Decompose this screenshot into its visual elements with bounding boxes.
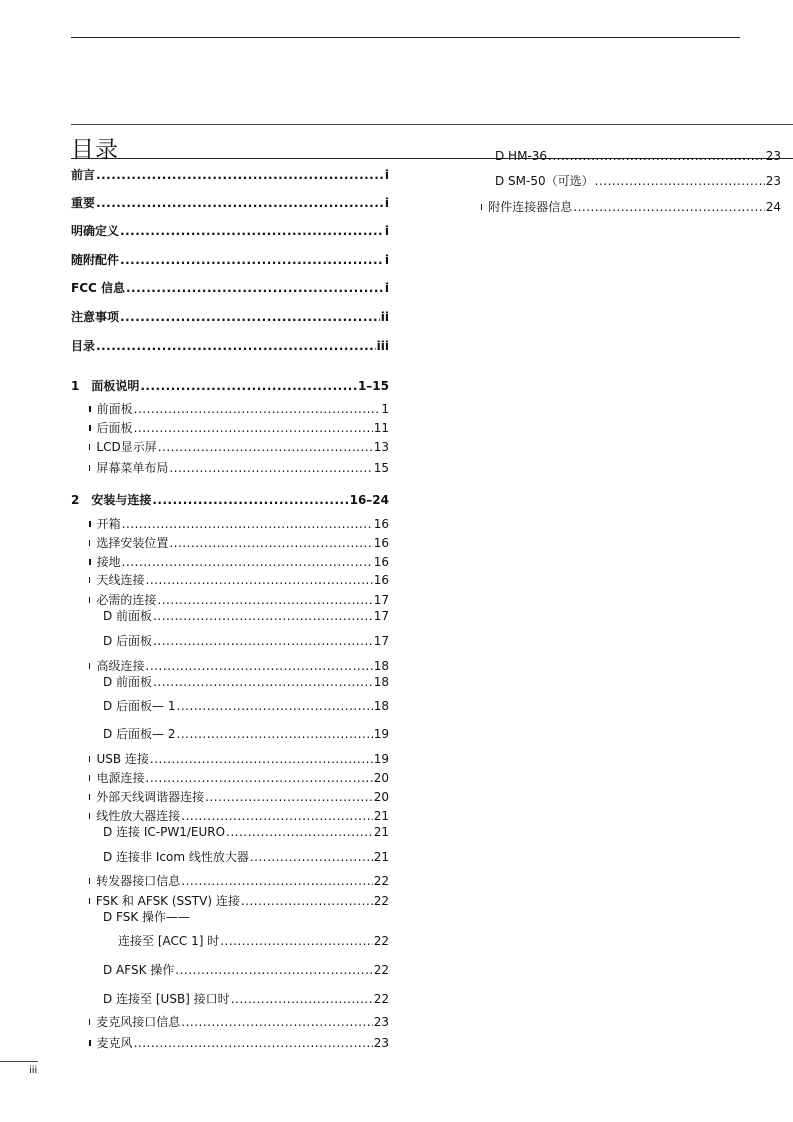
toc-entry[interactable] xyxy=(89,658,389,674)
toc-entry[interactable] xyxy=(89,873,389,889)
toc-label: D 连接非 Icom 线性放大器 xyxy=(103,850,249,864)
toc-entry[interactable] xyxy=(89,808,389,824)
toc-entry[interactable] xyxy=(71,309,389,325)
toc-page: 23 xyxy=(373,1036,389,1050)
square-bullet-icon xyxy=(89,1019,90,1025)
toc-page: 15 xyxy=(373,461,389,475)
leader-dots xyxy=(181,808,372,824)
toc-entry[interactable] xyxy=(89,554,389,570)
toc-subentry[interactable] xyxy=(103,726,389,742)
toc-page: 17 xyxy=(373,593,389,607)
leader-dots xyxy=(153,674,373,690)
toc-page: 11 xyxy=(373,421,389,435)
toc-page: 18 xyxy=(373,675,389,689)
toc-subentry[interactable] xyxy=(103,608,389,624)
toc-page: 17 xyxy=(373,609,389,623)
toc-page: 22 xyxy=(373,992,389,1006)
leader-dots xyxy=(175,962,372,978)
toc-label: FCC 信息 xyxy=(71,281,125,295)
leader-dots xyxy=(226,824,373,840)
leader-dots xyxy=(153,633,373,649)
toc-page: 19 xyxy=(373,752,389,766)
toc-page: i xyxy=(384,196,389,210)
toc-entry[interactable] xyxy=(71,223,389,239)
toc-page: 13 xyxy=(373,440,389,454)
toc-label: 目录 xyxy=(71,339,96,353)
toc-label: D 前面板 xyxy=(103,675,153,689)
leader-dots xyxy=(205,789,373,805)
leader-dots xyxy=(134,1035,373,1051)
toc-label: D HM-36 xyxy=(495,149,548,163)
footer-rule xyxy=(0,1061,38,1062)
page-number: iii xyxy=(29,1065,38,1076)
square-bullet-icon xyxy=(89,425,91,431)
toc-label: 麦克风 xyxy=(96,1036,133,1050)
toc-page: 22 xyxy=(373,874,389,888)
toc-label: D SM-50（可选） xyxy=(495,174,594,188)
leader-dots xyxy=(158,439,373,455)
toc-label: 随附配件 xyxy=(71,253,120,267)
square-bullet-icon xyxy=(89,465,90,471)
leader-dots xyxy=(177,698,373,714)
square-bullet-icon xyxy=(89,577,90,583)
toc-label: 前面板 xyxy=(96,402,133,416)
square-bullet-icon xyxy=(89,597,90,603)
square-bullet-icon xyxy=(89,521,91,527)
toc-label: 麦克风接口信息 xyxy=(96,1015,181,1029)
toc-label: LCD显示屏 xyxy=(96,440,157,454)
toc-page: i xyxy=(384,224,389,238)
toc-label: 屏幕菜单布局 xyxy=(96,461,169,475)
toc-subentry[interactable] xyxy=(103,633,389,649)
leader-dots xyxy=(146,572,373,588)
square-bullet-icon xyxy=(481,204,482,210)
toc-page: 23 xyxy=(373,1015,389,1029)
leader-dots xyxy=(120,252,384,268)
toc-page: 1 xyxy=(381,402,389,416)
toc-subentry[interactable] xyxy=(495,148,781,164)
toc-entry[interactable] xyxy=(71,280,389,296)
toc-entry[interactable] xyxy=(71,338,389,354)
toc-label: 必需的连接 xyxy=(96,593,157,607)
leader-dots xyxy=(120,309,380,325)
toc-label: USB 连接 xyxy=(96,752,149,766)
toc-label: D 连接 IC-PW1/EURO xyxy=(103,825,226,839)
toc-page: 16 xyxy=(373,555,389,569)
square-bullet-icon xyxy=(89,898,90,904)
leader-dots xyxy=(140,378,357,394)
toc-label: 高级连接 xyxy=(96,659,145,673)
toc-page: 20 xyxy=(373,790,389,804)
toc-label: 外部天线调谐器连接 xyxy=(96,790,205,804)
toc-entry[interactable] xyxy=(89,439,389,455)
toc-label: 重要 xyxy=(71,196,96,210)
toc-subentry[interactable] xyxy=(118,933,389,949)
toc-page: 19 xyxy=(373,727,389,741)
toc-page: 24 xyxy=(765,200,781,214)
leader-dots xyxy=(146,770,373,786)
toc-label: D AFSK 操作 xyxy=(103,963,175,977)
toc-page: 23 xyxy=(765,149,781,163)
leader-dots xyxy=(250,849,373,865)
header-rule xyxy=(71,37,740,38)
leader-dots xyxy=(181,873,372,889)
chapter-label: 2 安装与连接 xyxy=(71,493,152,507)
toc-page: ii xyxy=(380,310,389,324)
toc-label: 前言 xyxy=(71,168,96,182)
toc-subheading: D FSK 操作—— xyxy=(103,910,191,924)
toc-label: D 前面板 xyxy=(103,609,153,623)
toc-entry[interactable] xyxy=(89,893,389,909)
toc-entry[interactable] xyxy=(89,1035,389,1051)
leader-dots xyxy=(231,991,373,1007)
leader-dots xyxy=(241,893,373,909)
square-bullet-icon xyxy=(89,406,91,412)
leader-dots xyxy=(150,751,373,767)
toc-entry[interactable] xyxy=(89,770,389,786)
chapter-label: 1 面板说明 xyxy=(71,379,140,393)
toc-page: 16 xyxy=(373,517,389,531)
square-bullet-icon xyxy=(89,1040,91,1046)
toc-page: 20 xyxy=(373,771,389,785)
toc-entry[interactable] xyxy=(71,195,389,211)
leader-dots xyxy=(595,173,765,189)
toc-subentry[interactable] xyxy=(103,698,389,714)
square-bullet-icon xyxy=(89,559,91,565)
leader-dots xyxy=(122,516,373,532)
square-bullet-icon xyxy=(89,794,90,800)
toc-page: 18 xyxy=(373,699,389,713)
toc-entry[interactable] xyxy=(89,401,389,417)
toc-entry[interactable] xyxy=(89,535,389,551)
toc-page: 18 xyxy=(373,659,389,673)
leader-dots xyxy=(120,223,384,239)
toc-page: 22 xyxy=(373,934,389,948)
square-bullet-icon xyxy=(89,813,90,819)
toc-page: 16 xyxy=(373,536,389,550)
square-bullet-icon xyxy=(89,775,90,781)
toc-page: 16 xyxy=(373,573,389,587)
toc-page: i xyxy=(384,253,389,267)
leader-dots xyxy=(96,167,384,183)
square-bullet-icon xyxy=(89,756,90,762)
toc-entry[interactable] xyxy=(71,167,389,183)
chapter-entry[interactable] xyxy=(71,378,389,394)
leader-dots xyxy=(220,933,373,949)
toc-page: 23 xyxy=(765,174,781,188)
toc-label: 开箱 xyxy=(96,517,121,531)
toc-page: iii xyxy=(376,339,389,353)
toc-entry[interactable] xyxy=(71,252,389,268)
chapter-entry[interactable] xyxy=(71,492,389,508)
section-rule xyxy=(71,124,793,125)
leader-dots xyxy=(169,535,372,551)
square-bullet-icon xyxy=(89,878,90,884)
toc-entry[interactable] xyxy=(89,460,389,476)
toc-subentry[interactable] xyxy=(103,991,389,1007)
toc-label: D 连接至 [USB] 接口时 xyxy=(103,992,230,1006)
leader-dots xyxy=(153,608,373,624)
toc-label: D 后面板 xyxy=(103,634,153,648)
toc-label: 选择安装位置 xyxy=(96,536,169,550)
leader-dots xyxy=(146,658,373,674)
leader-dots xyxy=(134,401,381,417)
toc-label: 接地 xyxy=(96,555,121,569)
leader-dots xyxy=(96,195,384,211)
leader-dots xyxy=(152,492,348,508)
toc-page: 21 xyxy=(373,809,389,823)
toc-page: 22 xyxy=(373,963,389,977)
toc-entry[interactable] xyxy=(89,751,389,767)
leader-dots xyxy=(177,726,373,742)
toc-page: 17 xyxy=(373,634,389,648)
chapter-pages: 16–24 xyxy=(349,493,389,507)
square-bullet-icon xyxy=(89,540,90,546)
toc-subentry[interactable] xyxy=(495,173,781,189)
toc-label: 线性放大器连接 xyxy=(96,809,181,823)
toc-page: i xyxy=(384,168,389,182)
leader-dots xyxy=(169,460,372,476)
toc-entry[interactable] xyxy=(89,1014,389,1030)
toc-page: 21 xyxy=(373,825,389,839)
toc-label: 附件连接器信息 xyxy=(488,200,573,214)
toc-page: 22 xyxy=(373,894,389,908)
toc-page: 21 xyxy=(373,850,389,864)
toc-label: D 后面板— 2 xyxy=(103,727,176,741)
leader-dots xyxy=(126,280,384,296)
toc-label: 注意事项 xyxy=(71,310,120,324)
toc-label: FSK 和 AFSK (SSTV) 连接 xyxy=(95,894,240,908)
page-title: 目录 xyxy=(71,137,119,163)
toc-label: 连接至 [ACC 1] 时 xyxy=(118,934,220,948)
leader-dots xyxy=(122,554,373,570)
leader-dots xyxy=(134,420,373,436)
leader-dots xyxy=(573,199,764,215)
leader-dots xyxy=(181,1014,372,1030)
chapter-pages: 1–15 xyxy=(357,379,389,393)
toc-subentry[interactable] xyxy=(103,849,389,865)
toc-subentry[interactable] xyxy=(103,962,389,978)
square-bullet-icon xyxy=(89,444,90,450)
toc-page: i xyxy=(384,281,389,295)
toc-entry[interactable] xyxy=(89,516,389,532)
toc-label: 明确定义 xyxy=(71,224,120,238)
toc-label: 后面板 xyxy=(96,421,133,435)
toc-subentry[interactable] xyxy=(103,674,389,690)
toc-entry[interactable] xyxy=(89,420,389,436)
toc-label: 天线连接 xyxy=(96,573,145,587)
toc-label: D 后面板— 1 xyxy=(103,699,176,713)
toc-entry[interactable] xyxy=(481,199,781,215)
leader-dots xyxy=(96,338,376,354)
toc-entry[interactable] xyxy=(89,572,389,588)
toc-entry[interactable] xyxy=(89,789,389,805)
square-bullet-icon xyxy=(89,663,90,669)
toc-subentry[interactable] xyxy=(103,824,389,840)
toc-entry[interactable] xyxy=(89,592,389,608)
toc-label: 转发器接口信息 xyxy=(96,874,181,888)
leader-dots xyxy=(157,592,372,608)
leader-dots xyxy=(548,148,765,164)
toc-label: 电源连接 xyxy=(96,771,145,785)
